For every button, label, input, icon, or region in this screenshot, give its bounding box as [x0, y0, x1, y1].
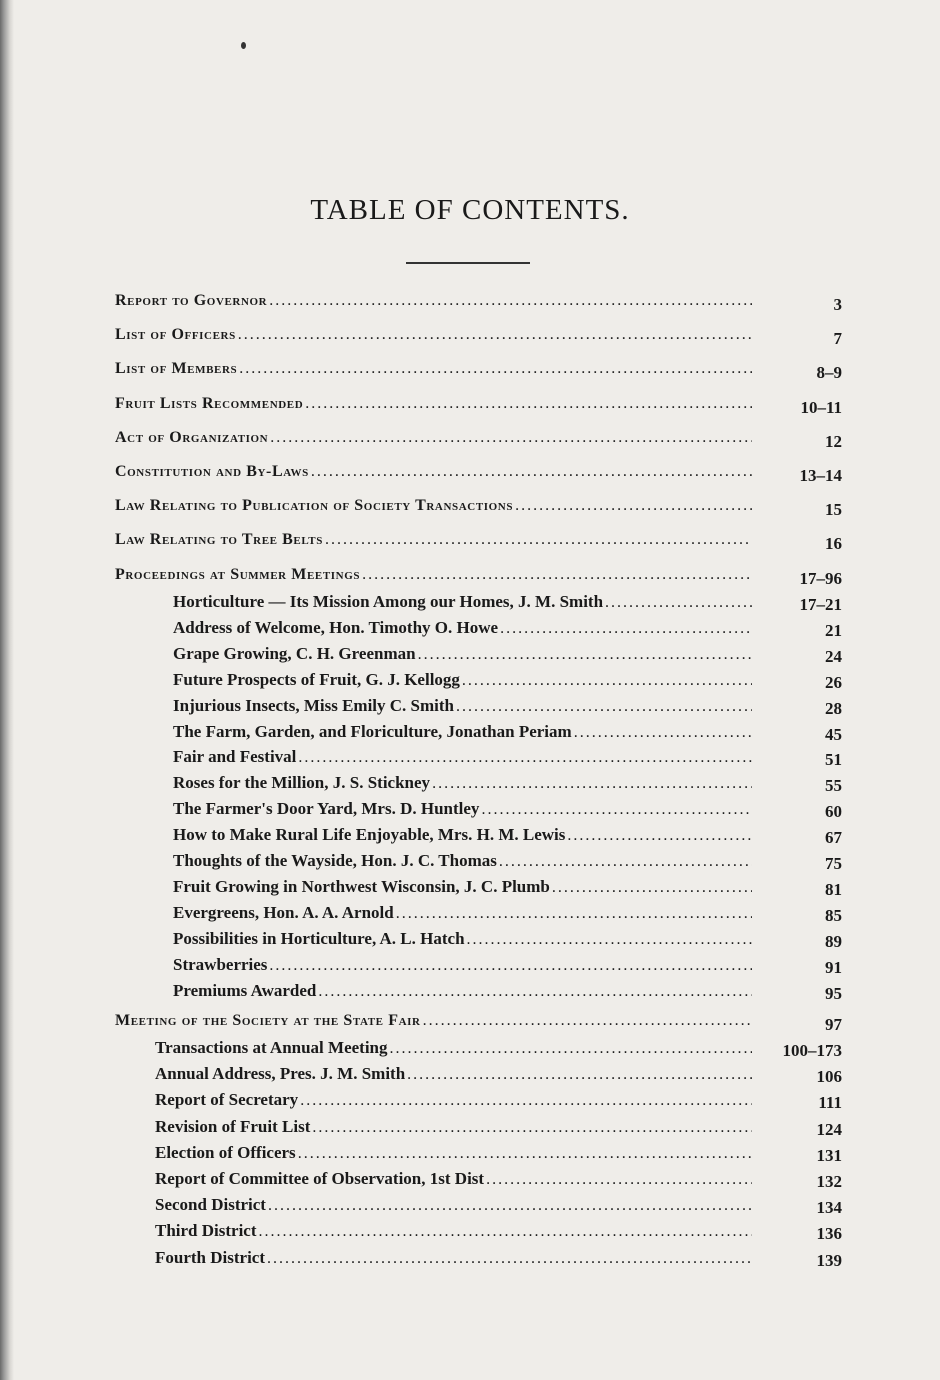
- toc-entry-page: 139: [816, 1250, 842, 1270]
- dot-leader: [305, 395, 752, 413]
- dot-leader: [418, 646, 752, 664]
- toc-entry-label: How to Make Rural Life Enjoyable, Mrs. H. M. Lewis: [173, 825, 566, 845]
- toc-entry-page: 132: [816, 1172, 842, 1191]
- toc-entry: [155, 1090, 752, 1116]
- toc-entry-page: 131: [816, 1145, 842, 1165]
- toc-entry: [173, 851, 752, 877]
- toc-entry: [155, 1038, 752, 1064]
- dot-leader: [605, 594, 752, 612]
- toc-entry-label: Possibilities in Horticulture, A. L. Hatch: [173, 928, 465, 948]
- toc-entry-page: 28: [825, 698, 842, 718]
- page-title: TABLE OF CONTENTS.: [310, 194, 630, 226]
- toc-entry: [115, 497, 752, 523]
- dot-leader: [298, 1145, 752, 1163]
- dot-leader: [269, 292, 752, 310]
- toc-entry: [173, 903, 752, 929]
- toc-entry: [173, 877, 752, 903]
- toc-entry-page: 81: [825, 879, 842, 899]
- ink-speck: [241, 42, 246, 49]
- toc-entry-page: 12: [825, 431, 842, 451]
- toc-entry-label: Roses for the Million, J. S. Stickney: [173, 773, 431, 793]
- toc-entry-page: 100–173: [782, 1041, 842, 1060]
- dot-leader: [467, 931, 752, 949]
- toc-entry-label: List of Officers: [115, 326, 236, 344]
- toc-entry-page: 91: [825, 957, 842, 977]
- toc-entry-page: 24: [825, 646, 842, 666]
- dot-leader: [396, 905, 752, 923]
- toc-entry-label: Annual Address, Pres. J. M. Smith: [155, 1064, 406, 1084]
- toc-entry-page: 97: [825, 1015, 842, 1034]
- toc-entry-label: Act of Organization: [115, 428, 269, 446]
- toc-entry: [115, 463, 752, 489]
- toc-entry-page: 134: [816, 1198, 842, 1218]
- dot-leader: [486, 1171, 752, 1189]
- toc-entry-label: Election of Officers: [155, 1142, 296, 1162]
- toc-entry-page: 26: [825, 672, 842, 692]
- toc-entry: [173, 747, 752, 773]
- toc-entry: [173, 955, 752, 981]
- toc-entry: [173, 981, 752, 1007]
- toc-entry-label: Future Prospects of Fruit, G. J. Kellogg: [173, 669, 460, 689]
- toc-entry: [115, 292, 752, 318]
- toc-entry-page: 111: [818, 1093, 842, 1113]
- toc-entry: [173, 929, 752, 955]
- toc-entry-label: Grape Growing, C. H. Greenman: [173, 643, 416, 663]
- toc-entry-label: Law Relating to Tree Belts: [115, 531, 323, 549]
- dot-leader: [362, 566, 752, 584]
- dot-leader: [267, 1250, 752, 1268]
- toc-entry-label: Revision of Fruit List: [155, 1116, 311, 1136]
- toc-entry-label: The Farm, Garden, and Floriculture, Jonathan Periam: [173, 721, 572, 741]
- toc-entry-label: Transactions at Annual Meeting: [155, 1038, 388, 1057]
- toc-entry-label: Fourth District: [155, 1247, 266, 1267]
- toc-entry-label: Law Relating to Publication of Society Transactions: [115, 497, 514, 515]
- dot-leader: [515, 497, 752, 515]
- dot-leader: [462, 672, 752, 690]
- toc-entry-label: Report to Governor: [115, 292, 268, 309]
- toc-entry-page: 75: [825, 854, 842, 873]
- toc-entry: [115, 360, 752, 386]
- toc-entry-page: 67: [825, 828, 842, 848]
- toc-entry: [115, 395, 752, 421]
- toc-entry-page: 21: [825, 620, 842, 640]
- toc-entry-label: Report of Committee of Observation, 1st Dist: [155, 1169, 485, 1188]
- toc-entry: [173, 592, 752, 618]
- toc-entry: [173, 618, 752, 644]
- toc-entry: [115, 429, 752, 455]
- toc-entry-label: Fruit Growing in Northwest Wisconsin, J. C. Plumb: [173, 876, 550, 896]
- dot-leader: [239, 360, 752, 378]
- toc-entry-page: 95: [825, 983, 842, 1003]
- toc-entry-label: Proceedings at Summer Meetings: [115, 565, 361, 583]
- toc-entry-label: Fair and Festival: [173, 747, 297, 767]
- dot-leader: [567, 827, 752, 845]
- toc-entry-page: 8–9: [816, 363, 842, 383]
- dot-leader: [552, 879, 752, 897]
- toc-entry-page: 15: [825, 500, 842, 520]
- dot-leader: [574, 724, 752, 742]
- toc-entry-page: 60: [825, 802, 842, 822]
- toc-entry-label: List of Members: [115, 360, 238, 378]
- toc-entry: [155, 1195, 752, 1221]
- toc-entry: [173, 773, 752, 799]
- toc-entry: [173, 644, 752, 670]
- toc-entry-label: Horticulture — Its Mission Among our Homes, J. M. Smith: [173, 592, 604, 611]
- title-rule: [406, 262, 530, 264]
- toc-entry: [115, 1012, 752, 1038]
- toc-entry-page: 3: [833, 295, 842, 314]
- dot-leader: [390, 1040, 752, 1058]
- toc-entry-label: The Farmer's Door Yard, Mrs. D. Huntley: [173, 799, 480, 819]
- toc-entry-page: 89: [825, 931, 842, 951]
- toc-entry-label: Evergreens, Hon. A. A. Arnold: [173, 902, 394, 922]
- toc-entry: [155, 1221, 752, 1247]
- toc-entry-page: 7: [833, 329, 842, 349]
- toc-entry-label: Premiums Awarded: [173, 980, 317, 1000]
- toc-entry-label: Fruit Lists Recommended: [115, 394, 304, 412]
- toc-entry-page: 106: [816, 1067, 842, 1087]
- toc-entry: [173, 825, 752, 851]
- toc-entry-page: 55: [825, 776, 842, 796]
- toc-entry-label: Constitution and By-Laws: [115, 463, 309, 480]
- toc-entry: [115, 531, 752, 557]
- toc-entry: [155, 1117, 752, 1143]
- toc-entry: [155, 1064, 752, 1090]
- dot-leader: [298, 749, 752, 767]
- dot-leader: [238, 326, 752, 344]
- toc-entry: [173, 696, 752, 722]
- toc-entry-label: Injurious Insects, Miss Emily C. Smith: [173, 695, 455, 715]
- toc-entry-page: 136: [816, 1224, 842, 1244]
- dot-leader: [300, 1092, 752, 1110]
- dot-leader: [407, 1066, 752, 1084]
- toc-entry-label: Thoughts of the Wayside, Hon. J. C. Thomas: [173, 851, 497, 870]
- dot-leader: [259, 1223, 752, 1241]
- dot-leader: [481, 801, 752, 819]
- toc-entry-label: Second District: [155, 1195, 266, 1215]
- toc-entry-page: 45: [825, 724, 842, 744]
- toc-entry-page: 17–21: [799, 595, 842, 614]
- toc-entry-page: 51: [825, 750, 842, 770]
- dot-leader: [423, 1012, 752, 1030]
- toc-entry-page: 124: [816, 1119, 842, 1139]
- toc-entry: [115, 326, 752, 352]
- toc-entry-label: Address of Welcome, Hon. Timothy O. Howe: [173, 617, 499, 637]
- dot-leader: [268, 1197, 752, 1215]
- toc-entry-page: 17–96: [799, 568, 842, 588]
- dot-leader: [270, 429, 752, 447]
- toc-entry-page: 16: [825, 534, 842, 554]
- toc-entry-page: 13–14: [799, 466, 842, 485]
- dot-leader: [312, 1119, 752, 1137]
- toc-entry: [173, 722, 752, 748]
- toc-entry-label: Meeting of the Society at the State Fair: [115, 1012, 421, 1029]
- dot-leader: [269, 957, 752, 975]
- toc-entry-label: Strawberries: [173, 954, 268, 974]
- toc-entry: [173, 799, 752, 825]
- dot-leader: [500, 620, 752, 638]
- dot-leader: [456, 698, 752, 716]
- toc-entry: [155, 1248, 752, 1274]
- dot-leader: [499, 853, 752, 871]
- toc-entry-page: 85: [825, 905, 842, 925]
- dot-leader: [325, 531, 752, 549]
- toc-entry: [155, 1169, 752, 1195]
- toc-entry: [115, 566, 752, 592]
- toc-entry: [155, 1143, 752, 1169]
- dot-leader: [318, 983, 752, 1001]
- toc-entry-page: 10–11: [800, 397, 842, 417]
- toc-entry-label: Report of Secretary: [155, 1090, 299, 1110]
- dot-leader: [432, 775, 752, 793]
- dot-leader: [311, 463, 752, 481]
- toc-entry-label: Third District: [155, 1221, 257, 1241]
- toc-entry: [173, 670, 752, 696]
